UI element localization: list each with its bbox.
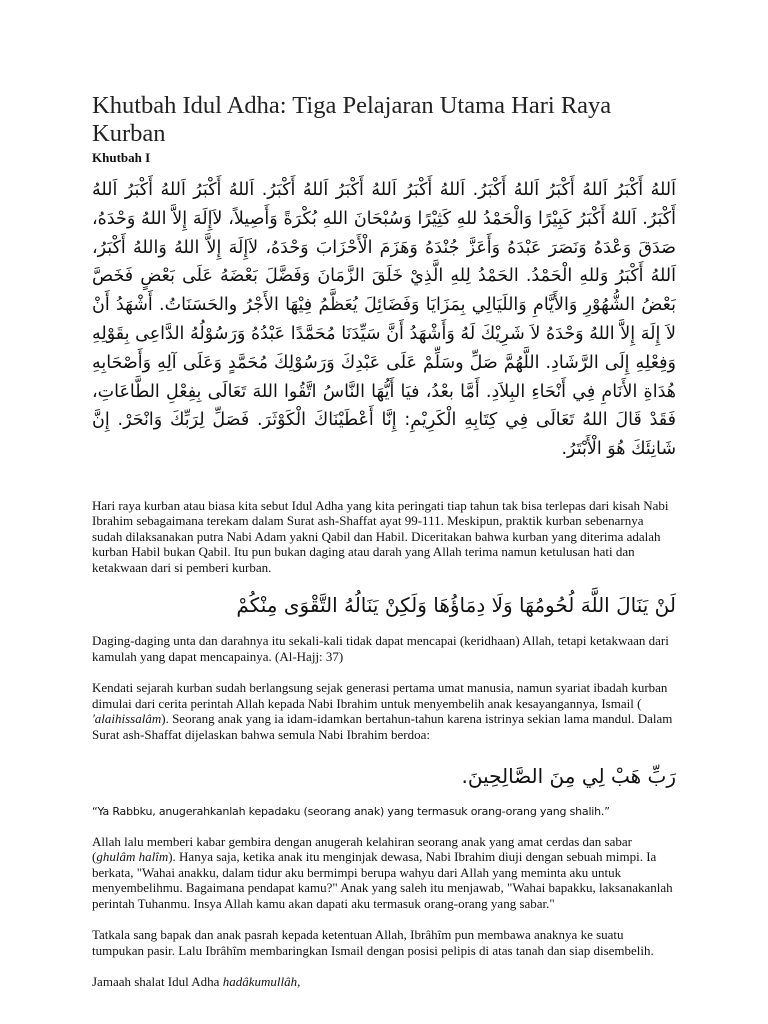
paragraph-intro: Hari raya kurban atau biasa kita sebut Idul Adha yang kita peringati tiap tahun tak bisa terlepas dari kisah Nabi Ibrahim sebagaimana terekam dalam Surat ash-Shaffat ayat 99-111. Meskipun, praktik kurban sebenarnya sudah dilaksanakan putra Nabi Adam yakni Qabil dan Habil. Diceritakan bahwa kurban yang diterima adalah kurban Habil bukan Qabil. Itu pun bukan daging atau darah yang Allah terima namun ketulusan hati dan ketakwaan dari si pemberi kurban. [92,497,669,575]
italic-term-hadakumullah: hadâkumullâh [222,974,298,990]
paragraph-address-part-b: , [297,974,301,990]
page-title: Khutbah Idul Adha: Tiga Pelajaran Utama Hari Raya Kurban [92,92,612,147]
paragraph-history [92,680,676,742]
paragraph-history-part-b: ). Seorang anak yang ia idam-idamkan bertahun-tahun karena istrinya sekian lama mandul. Dalam Surat ash-Shaffat dijelaskan bahwa semula Nabi Ibrahim berdoa: [92,711,673,742]
paragraph-dream-part-a: Allah lalu memberi kabar gembira dengan anugerah kelahiran seorang anak yang amat cerdas dan sabar ( [92,833,632,865]
italic-term-ghulam-halim: ghulâm halîm [96,849,169,865]
paragraph-translation: Daging-daging unta dan darahnya itu sekali-kali tidak dapat mencapai (keridhaan) Allah, tetapi ketakwaan dari kamulah yang dapat mencapainya. (Al-Hajj: 37) [92,633,669,664]
italic-term-alaihissalam: 'alaihissalâm [92,711,162,727]
paragraph-address [92,974,676,990]
arabic-verse-prayer: رَبِّ هَبْ لِي مِنَ الصَّالِحِينَ. [461,764,676,789]
arabic-opening-text: اَللهُ أَكْبَرُ اَللهُ أَكْبَرُ اَللهُ أَكْبَرُ. اَللهُ أَكْبَرُ اَللهُ أَكْبَرُ اَللهُ أَكْبَرُ. اَللهُ أَكْبَرُ اَللهُ أَكْبَرُ اَللهُ أَكْبَرُ. اَللهُ أَكْبَرُ كَبِيْرًا وَالْحَمْدُ للهِ كَثِيْرًا وَسُبْحَانَ اللهِ بُكْرَةً وَأَصِيلاً، لاَإِلَهَ إِلاَّ اللهُ وَحْدَهُ، صَدَقَ وَعْدَهُ وَنَصَرَ عَبْدَهُ وَأَعَزَّ جُنْدَهُ وَهَزَمَ الْأَحْزَابَ وَحْدَهُ، لاَإِلَهَ إِلاَّ اللهُ وَاللهُ أَكْبَرُ، اَللهُ أَكْبَرُ وَللهِ الْحَمْدُ. الحَمْدُ لِلهِ الَّذِيْ خَلَقَ الزَّمَانَ وَفَضَّلَ بَعْضَهُ عَلَى بَعْضٍ فَخَصَّ بَعْضُ الشُّهُوْرِ وَالأَيَّامِ وَاللَيَالِي بِمَزَايَا وَفَضَائِلَ يُعَظَّمُ فِيْهَا الأَجْرُ والحَسَنَاتُ. أَشْهَدُ أَنْ لاَ إِلَهَ إِلاَّ اللهُ وَحْدَهُ لاَ شَرِيْكَ لَهُ وَأَشْهَدُ أَنَّ سَيِّدَنَا مُحَمَّدًا عَبْدُهُ وَرَسُوْلُهُ الدَّاعِى بِقَوْلِهِ وَفِعْلِهِ إِلَى الرَّشَادِ. اللَّهُمَّ صَلِّ وسَلِّمْ عَلَى عَبْدِكَ وَرَسُوْلِكَ مُحَمَّدٍ وَعَلَى آلِهِ وَأَصْحَابِهِ هُدَاةِ الأَنَامِ فِي أَنْحَاءِ البِلاَدِ. أَمَّا بعْدُ، فيَا أَيُّهَا النَّاسُ اتَّقُوا اللهَ تَعَالَى بِفِعْلِ الطَّاعَاتِ، فَقَدْ قَالَ اللهُ تَعَالَى فِي كِتَابِهِ الْكَرِيْمِ: إِنَّا أَعْطَيْنَاكَ الْكَوْثَرَ. فَصَلِّ لِرَبِّكَ وَانْحَرْ. إِنَّ شَانِئَكَ هُوَ الْأَبْتَرُ. [92,180,676,460]
prayer-translation-quote: “Ya Rabbku, anugerahkanlah kepadaku (seorang anak) yang termasuk orang-orang yang shalih.” [92,805,610,819]
paragraph-dream [92,834,676,912]
paragraph-address-part-a: Jamaah shalat Idul Adha [92,974,223,990]
body-text [92,498,676,990]
paragraph-dream-part-b: ). Hanya saja, ketika anak itu menginjak dewasa, Nabi Ibrahim diuji dengan sebuah mimpi. Ia berkata, "Wahai anakku, dalam tidur aku bermimpi berupa wahyu dari Allah yang meminta aku untuk menyembelihmu. Bagaimana pendapat kamu?" Anak yang saleh itu menjawab, "Wahai bapakku, laksanakanlah perintah Tuhanmu. Insya Allah kamu akan dapati aku termasuk orang-orang yang sabar." [92,849,673,911]
section-subtitle: Khutbah I [92,150,151,165]
paragraph-sacrifice: Tatkala sang bapak dan anak pasrah kepada ketentuan Allah, Ibrâhîm pun membawa anaknya ke suatu tumpukan pasir. Lalu Ibrâhîm membaringkan Ismail dengan posisi pelipis di atas tanah dan siap disembelih. [92,927,654,958]
paragraph-history-part-a: Kendati sejarah kurban sudah berlangsung sejak generasi pertama umat manusia, namun syariat ibadah kurban dimulai dari cerita perintah Allah kepada Nabi Ibrahim untuk menyembelih anak kesayangannya, Ismail ( [92,680,668,711]
arabic-verse-al-hajj: لَنْ يَنَالَ اللَّهَ لُحُومُهَا وَلَا دِمَاؤُهَا وَلَكِنْ يَنَالُهُ التَّقْوَى مِنْكُمْ [236,593,676,618]
